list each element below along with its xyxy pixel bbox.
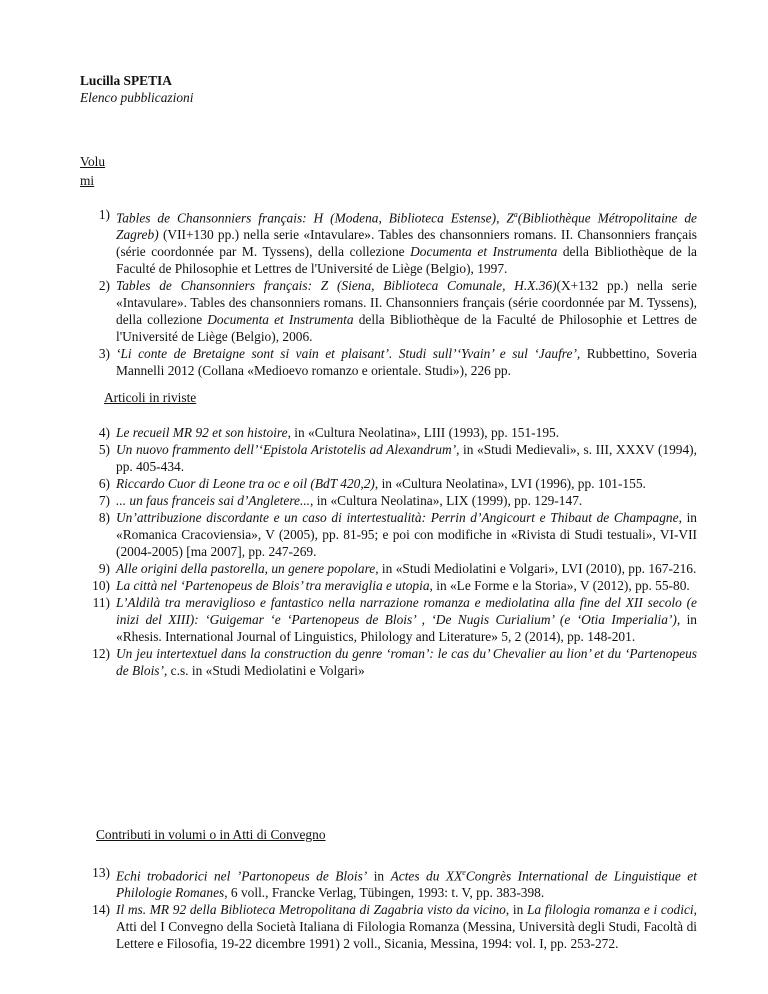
publication-entry: [80, 475, 697, 492]
section-heading-articoli: Articoli in riviste: [104, 390, 197, 405]
publication-entry: [80, 441, 697, 475]
entry-text: della Bibliothèque de la Faculté de Philosophie et Lettres de l'Université de Liège (Belgio), 1997.: [116, 244, 697, 277]
entry-title-text: Documenta et Instrumenta: [410, 244, 558, 260]
entry-title-text: Un nuovo frammento dell’‘Epistola Aristotelis ad Alexandrum’: [116, 442, 457, 457]
entry-title-text: a: [513, 210, 518, 219]
entry-number: 7): [98, 493, 110, 508]
publication-entry: [80, 594, 697, 645]
entry-number: 6): [98, 476, 110, 491]
entry-title-text: Riccardo Cuor di Leone tra oc e oil (BdT 420,2): [116, 476, 375, 491]
publication-entry: [80, 206, 697, 277]
entry-text: , in «Cultura Neolatina», LVI (1996), pp. 101-155.: [374, 476, 646, 491]
entry-title-text: Tables de Chansonniers français: Z (Siena, Biblioteca Comunale, H.X.36): [116, 278, 557, 294]
entry-title-text: e: [462, 868, 466, 877]
publication-list-articoli: [80, 424, 697, 679]
entry-title-text: La filologia romanza e i codici: [526, 902, 694, 918]
entry-text: (VII+130 pp.) nella serie «Intavulare». Tables des chansonniers romans. II. Chansonniers français (série coordonnée par M. Tyssens), della collezione: [116, 227, 697, 260]
entry-number: 12): [92, 646, 110, 661]
publication-entry: [80, 577, 697, 594]
publication-entry: [80, 492, 697, 509]
entry-title-text: L’Aldilà tra meraviglioso e fantastico nella narrazione romanza e mediolatina alla fine del XII secolo (e inizi del XIII): ‘Guigemar ‘e ‘Partenopeus de Blois’ , ‘De Nugis Curialium’ (e ‘Otia Imperialia’),: [116, 595, 697, 627]
entry-number: 2): [98, 278, 110, 294]
entry-title-text: Echi trobadorici nel ’Partonopeus de Blois’: [116, 868, 368, 884]
entry-text: in: [367, 868, 391, 884]
document-subtitle: Elenco pubblicazioni: [80, 90, 194, 105]
entry-number: 8): [98, 510, 110, 525]
entry-title-text: Il ms. MR 92 della Biblioteca Metropolitana di Zagabria visto da vicino: [116, 902, 506, 918]
author-name: Lucilla SPETIA: [80, 73, 172, 88]
entry-number: 11): [92, 595, 110, 610]
entry-title-text: ... un faus franceis sai d’Angletere...: [116, 493, 311, 508]
publication-entry: [80, 901, 697, 952]
entry-text: , in «Le Forme e la Storia», V (2012), pp. 55-80.: [429, 578, 690, 593]
entry-text: , Atti del I Convegno della Società Italiana di Filologia Romanza (Messina, Università degli Studi, Facoltà di Lettere e Filosofia, 19-22 dicembre 1991) 2 voll., Sicania, Messina, 1994: vol. I, pp. 253-272.: [116, 902, 697, 952]
entry-number: 9): [98, 561, 110, 576]
section-heading-volumi: Volu mi: [80, 154, 106, 188]
publication-entry: [80, 277, 697, 345]
entry-title-text: Un’attribuzione discordante e un caso di intertestualità: Perrin d’Angicourt e Thibaut de Champagne: [116, 510, 679, 525]
entry-number: 5): [98, 442, 110, 457]
publication-list-volumi: [80, 206, 697, 379]
entry-title-text: La città nel ‘Partenopeus de Blois’ tra meraviglia e utopia: [116, 578, 430, 593]
entry-title-text: Documenta et Instrumenta: [207, 312, 354, 328]
entry-number: 3): [98, 346, 110, 362]
entry-text: , in «Studi Medievali», s. III, XXXV (1994), pp. 405-434.: [116, 442, 697, 474]
entry-title-text: (Bibliothèque Métropolitaine de Zagreb): [116, 210, 697, 243]
section-heading-contributi: Contributi in volumi o in Atti di Convegno: [96, 827, 326, 842]
entry-title-text: Alle origini della pastorella, un genere popolare: [116, 561, 376, 576]
entry-number: 4): [98, 425, 110, 440]
publication-entry: [80, 560, 697, 577]
entry-number: 14): [92, 902, 110, 918]
entry-text: , in «Studi Mediolatini e Volgari», LVI (2010), pp. 167-216.: [375, 561, 697, 576]
entry-text: , in: [505, 902, 527, 918]
entry-title-text: Un jeu intertextuel dans la construction du genre ‘roman’: le cas du’ Chevalier au lion’ et du ‘Partenopeus de Blois’: [116, 646, 697, 678]
entry-text: in «Rhesis. International Journal of Linguistics, Philology and Literature» 5, 2 (2014), pp. 148-201.: [116, 612, 698, 644]
entry-text: , 6 voll., Francke Verlag, Tübingen, 1993: t. V, pp. 383-398.: [224, 885, 545, 901]
publication-entry: [80, 864, 697, 901]
publication-entry: [80, 645, 697, 679]
entry-title-text: ‘Li conte de Bretaigne sont si vain et plaisant’. Studi sull’‘Yvain’ e sul ‘Jaufre’,: [116, 346, 581, 362]
publication-entry: [80, 509, 697, 560]
entry-text: (X+132 pp.) nella serie «Intavulare». Tables des chansonniers romans. II. Chansonniers français (série coordonnée par M. Tyssens), della collezione: [116, 278, 698, 328]
publication-entry: [80, 345, 697, 379]
entry-text: , in «Cultura Neolatina», LIX (1999), pp. 129-147.: [310, 493, 583, 508]
entry-number: 1): [98, 207, 110, 222]
entry-title-text: Le recueil MR 92 et son histoire: [116, 425, 288, 440]
entry-title-text: Congrès International de Linguistique et Philologie Romanes: [116, 868, 697, 901]
publication-list-contributi: [80, 864, 697, 952]
entry-text: Rubbettino, Soveria Mannelli 2012 (Collana «Medioevo romanzo e orientale. Studi»), 226 pp.: [116, 346, 697, 379]
entry-number: 13): [92, 865, 110, 880]
entry-title-text: Actes du XX: [390, 868, 463, 884]
entry-number: 10): [92, 578, 110, 593]
entry-title-text: Tables de Chansonniers français: H (Modena, Biblioteca Estense), Z: [116, 210, 514, 226]
entry-text: , in «Romanica Cracoviensia», V (2005), pp. 81-95; e poi con modifiche in «Rivista di Studi testuali», VI-VII (2004-2005) [ma 2007], pp. 247-269.: [116, 510, 697, 559]
publication-entry: [80, 424, 697, 441]
entry-text: , in «Cultura Neolatina», LIII (1993), pp. 151-195.: [287, 425, 560, 440]
entry-text: , c.s. in «Studi Mediolatini e Volgari»: [163, 663, 365, 678]
entry-text: della Bibliothèque de la Faculté de Philosophie et Lettres de l'Université de Liège (Belgio), 2006.: [116, 312, 697, 345]
